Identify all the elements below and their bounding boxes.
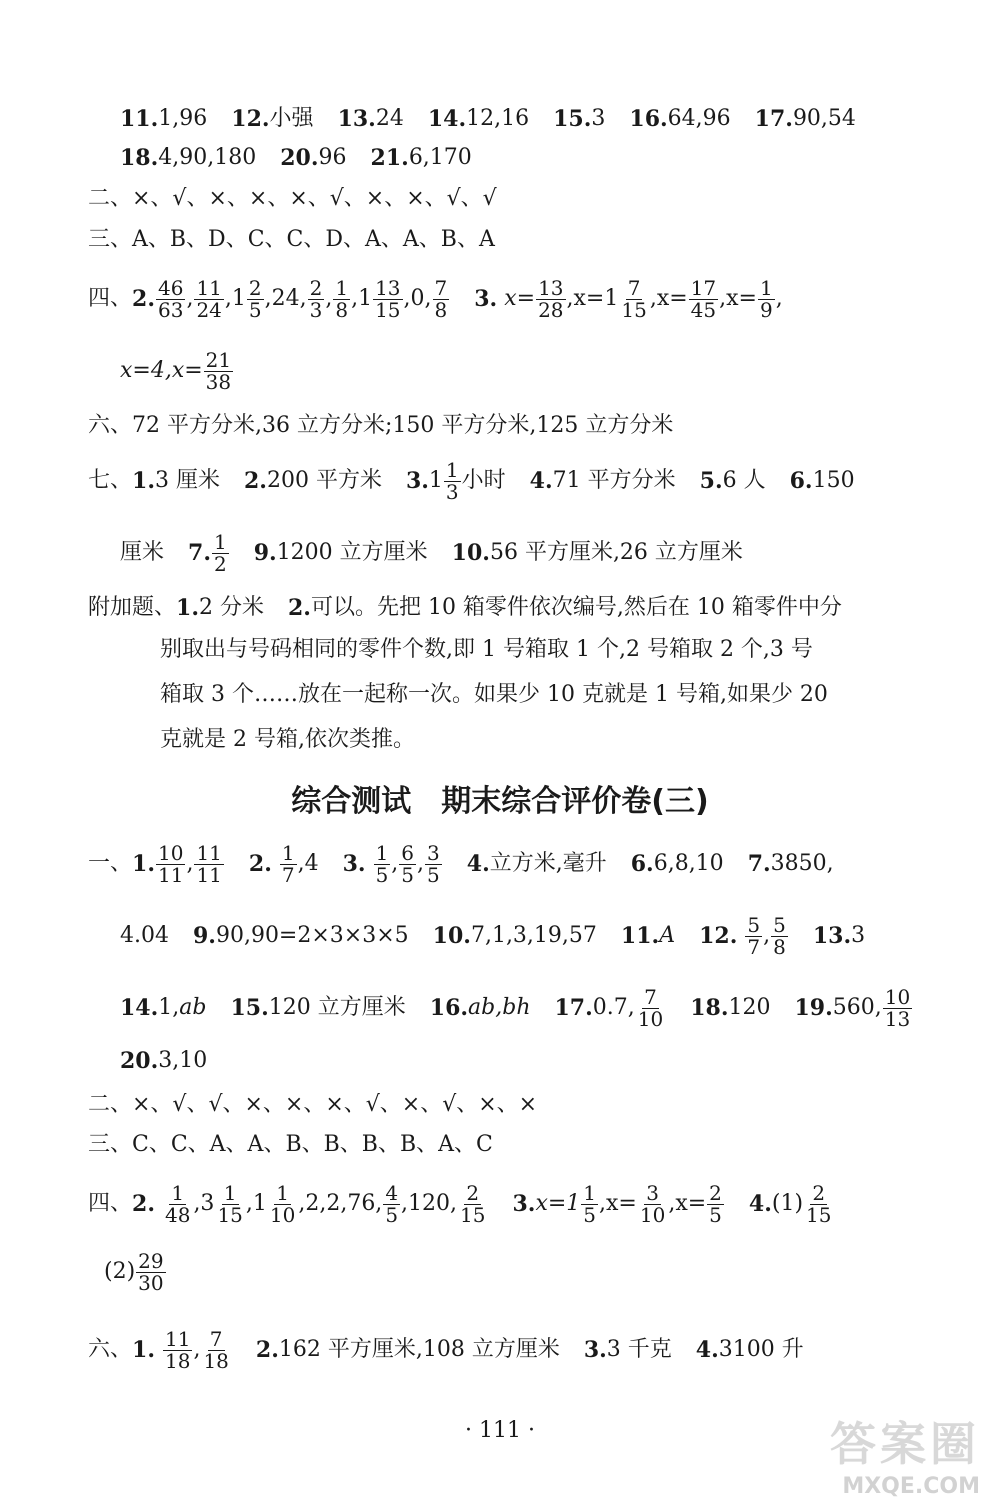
section-qi-answers-cont: 厘米 7. $\frac{1}{2}$ 9. 1200 立方厘米 10. 56 平方厘米,26 立方厘米	[120, 529, 743, 576]
fraction: $\frac{21}{38}$	[205, 347, 232, 394]
answer-text: 6,170	[408, 145, 472, 170]
fraction: $\frac{1}{5}$	[375, 840, 389, 887]
answer-text: 三、A、B、D、C、C、D、A、A、B、A	[88, 227, 495, 252]
q-number: 14.	[427, 106, 467, 132]
watermark-text: 答案圈	[830, 1417, 980, 1471]
watermark-url: MXQE.COM	[842, 1474, 980, 1499]
watermark-logo	[780, 1408, 980, 1499]
fraction: $\frac{11}{18}$	[164, 1326, 191, 1373]
fraction: $\frac{11}{11}$	[196, 840, 222, 887]
fraction: $\frac{11}{24}$	[196, 275, 222, 322]
section-si-answers-cont	[120, 345, 234, 397]
section-heading: 综合测试 期末综合评价卷(三)	[291, 784, 709, 819]
sec2-liu-answers: 六、 1. $\frac{11}{18}$ , $\frac{7}{18}$ 2. 162 平方厘米,108 立方厘米 3. 3 千克 4. 3100 升	[88, 1326, 804, 1373]
fraction: $\frac{7}{10}$	[637, 984, 664, 1031]
q-number: 11.	[120, 106, 159, 132]
q-number: 18.	[120, 145, 159, 171]
fraction: $\frac{1}{48}$	[164, 1180, 191, 1227]
fraction: $\frac{1}{9}$	[759, 275, 773, 322]
fraction: $\frac{1}{8}$	[335, 275, 349, 322]
section-er-answers	[88, 188, 497, 210]
bonus-question-cont	[160, 627, 828, 762]
fraction: $\frac{10}{13}$	[884, 984, 911, 1031]
answer-line-11-17	[120, 108, 856, 130]
answer-text: 1,96	[158, 106, 208, 131]
answer-text: 90,54	[792, 106, 856, 131]
fraction: $\frac{10}{11}$	[157, 840, 184, 887]
answer-text: 六、72 平方分米,36 立方分米;150 平方分米,125 立方分米	[88, 413, 674, 438]
answer-text: 24	[375, 106, 404, 131]
fraction: $\frac{4}{5}$	[385, 1180, 399, 1227]
fraction: $\frac{3}{5}$	[427, 840, 440, 887]
answer-text: x=4,x=	[120, 358, 203, 383]
fraction: $\frac{1}{5}$	[583, 1180, 597, 1227]
fraction: $\frac{1}{7}$	[281, 840, 295, 887]
fraction: $\frac{7}{18}$	[203, 1326, 229, 1373]
section-qi-answers: 七、 1. 3 厘米 2. 200 平方米 3. 1 $\frac{1}{3}$ 小时 4. 71 平方分米 5. 6 人 6. 150	[88, 457, 855, 504]
fraction: $\frac{1}{15}$	[217, 1180, 243, 1227]
answer-text: 4,90,180	[158, 145, 257, 170]
q-number: 20.	[280, 145, 319, 171]
answer-text: 3	[591, 106, 606, 131]
section-si-answers: 四、 2. $\frac{46}{63}$ , $\frac{11}{24}$ , 1 $\frac{2}{5}$ ,24, $\frac{2}{3}$ , $\frac{1}{8}$ , 1 $\frac{13}{15}$ ,0, $\frac{7}{8}$ 3. x = $\frac{13}{28}$ ,x=1 $\frac{7}{15}$ ,x= $\frac{17}{45}$ ,x= $\frac{1}{9}$ ,	[88, 275, 783, 322]
bonus-question-line-1: 附加题、 1. 2 分米 2. 可以。先把 10 箱零件依次编号,然后在 10 箱零件中分	[88, 595, 842, 621]
sec2-yi-line-2: 4.04 9. 90,90=2×3×3×5 10. 7,1,3,19,57 11. A 12. $\frac{5}{7}$ , $\frac{5}{8}$ 13. 3	[120, 912, 866, 959]
answer-text: 96	[318, 145, 347, 170]
page-number: · 111 ·	[465, 1418, 535, 1443]
q-number: 3.	[474, 286, 498, 312]
q-number: 16.	[629, 106, 668, 132]
fraction: $\frac{1}{10}$	[269, 1180, 296, 1227]
q-number: 15.	[553, 106, 592, 132]
fraction: $\frac{5}{8}$	[773, 912, 786, 959]
sec2-er-answers	[88, 1094, 537, 1116]
answer-text: 二、×、√、×、×、×、√、×、×、√、√	[88, 186, 497, 211]
fraction: $\frac{29}{30}$	[138, 1248, 164, 1295]
fraction: $\frac{17}{45}$	[690, 275, 717, 322]
fraction: $\frac{3}{10}$	[639, 1180, 666, 1227]
fraction: $\frac{2}{15}$	[460, 1180, 486, 1227]
q-number: 21.	[370, 145, 409, 171]
fraction: $\frac{46}{63}$	[157, 275, 184, 322]
sec2-yi-line-3: 14. 1, ab 15. 120 立方厘米 16. ab,bh 17. 0.7, $\frac{7}{10}$ 18. 120 19. 560, $\frac{10}{13}$	[120, 984, 911, 1031]
answer-text: 三、C、C、A、A、B、B、B、B、A、C	[88, 1132, 493, 1157]
sec2-si-line-2: (2) $\frac{29}{30}$	[104, 1248, 164, 1295]
q-number: 13.	[337, 106, 376, 132]
q-number: 17.	[754, 106, 793, 132]
sec2-yi-line-1: 一、 1. $\frac{10}{11}$ , $\frac{11}{11}$ 2. $\frac{1}{7}$ ,4 3. $\frac{1}{5}$ , $\frac{6}{5}$ , $\frac{3}{5}$ 4. 立方米,毫升 6. 6,8,10 7. 3850,	[88, 840, 834, 887]
fraction: $\frac{5}{7}$	[747, 912, 761, 959]
fraction: $\frac{6}{5}$	[401, 840, 415, 887]
section-liu-answers	[88, 415, 673, 437]
fraction: $\frac{13}{15}$	[375, 275, 401, 322]
paragraph-line: 箱取 3 个……放在一起称一次。如果少 10 克就是 1 号箱,如果少 20	[160, 682, 828, 707]
sec2-yi-line-4: 20. 3,10	[120, 1048, 208, 1074]
fraction: $\frac{13}{28}$	[538, 275, 564, 322]
fraction: $\frac{7}{8}$	[434, 275, 448, 322]
sec2-si-line-1: 四、 2. $\frac{1}{48}$ ,3 $\frac{1}{15}$ ,1 $\frac{1}{10}$ ,2,2,76, $\frac{4}{5}$ ,120, $\frac{2}{15}$ 3. x=1 $\frac{1}{5}$ ,x= $\frac{3}{10}$ ,x= $\frac{2}{5}$ 4. (1) $\frac{2}{15}$	[88, 1180, 832, 1227]
answer-text: 64,96	[667, 106, 731, 131]
answer-text: 12,16	[466, 106, 530, 131]
answer-text: 小强	[269, 106, 314, 131]
fraction: $\frac{7}{15}$	[621, 275, 647, 322]
q-number: 2.	[132, 286, 155, 312]
section-prefix: 四、	[88, 286, 133, 311]
fraction: $\frac{1}{3}$	[445, 457, 459, 504]
fraction: $\frac{1}{2}$	[213, 529, 227, 576]
answer-text: 二、×、√、√、×、×、×、√、×、√、×、×	[88, 1092, 538, 1117]
fraction: $\frac{2}{5}$	[709, 1180, 722, 1227]
paragraph-line: 克就是 2 号箱,依次类推。	[160, 727, 415, 752]
q-number: 12.	[231, 106, 270, 132]
answer-line-18-21	[120, 147, 472, 169]
fraction: $\frac{2}{15}$	[806, 1180, 832, 1227]
sec2-san-answers	[88, 1134, 493, 1156]
section-san-answers	[88, 229, 495, 251]
fraction: $\frac{2}{3}$	[309, 275, 323, 322]
fraction: $\frac{2}{5}$	[248, 275, 262, 322]
paragraph-line: 别取出与号码相同的零件个数,即 1 号箱取 1 个,2 号箱取 2 个,3 号	[160, 637, 813, 662]
